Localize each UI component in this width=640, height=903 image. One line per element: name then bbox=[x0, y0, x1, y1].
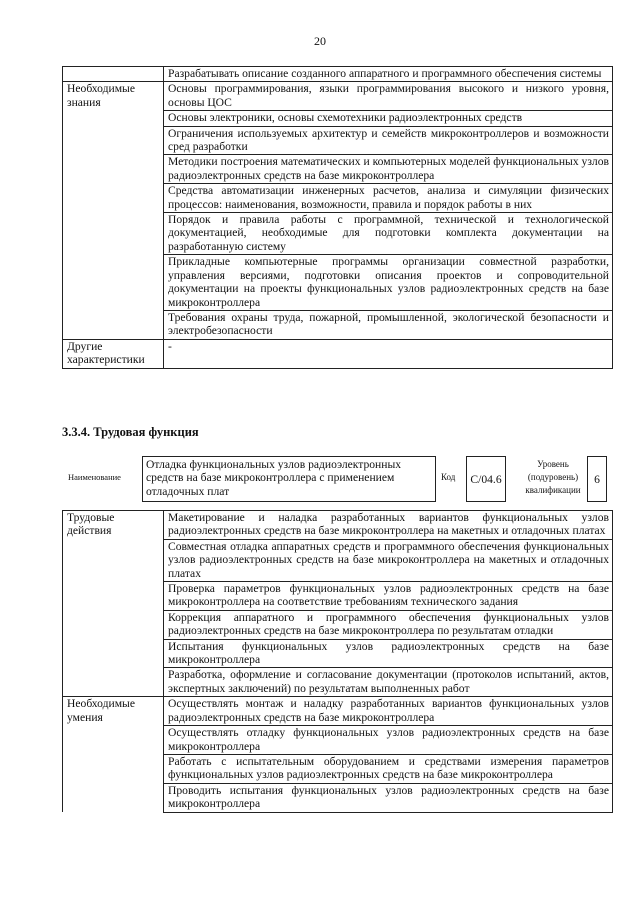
row-text: Прикладные компьютерные программы организации совместной разработки, управления версиями, подготовки описания проектов и сопроводительной документации на проекты функциональных узлов радиоэлектронных средств на базе микроконтроллера bbox=[164, 255, 613, 311]
table-row bbox=[63, 339, 613, 368]
row-text: Совместная отладка аппаратных средств и программного обеспечения функциональных узлов радиоэлектронных средств на базе микроконтроллера на макетных и отладочных платах bbox=[164, 539, 613, 581]
row-text: Основы электроники, основы схемотехники радиоэлектронных средств bbox=[164, 111, 613, 126]
row-text: Осуществлять монтаж и наладку разработанных вариантов функциональных узлов радиоэлектронных средств на базе микроконтроллера bbox=[164, 697, 613, 726]
table-row bbox=[63, 67, 613, 82]
name-label: Наименование bbox=[68, 472, 121, 482]
table-row bbox=[63, 697, 613, 726]
function-name: Отладка функциональных узлов радиоэлектронных средств на базе микроконтроллера с применением отладочных плат bbox=[142, 456, 436, 502]
page-number: 20 bbox=[314, 34, 326, 48]
row-text: Методики построения математических и компьютерных моделей функциональных узлов радиоэлектронных средств на базе микроконтроллера bbox=[164, 155, 613, 184]
row-text: Порядок и правила работы с программной, технической и технологической документацией, необходимые для подготовки комплекта документации на разработанную систему bbox=[164, 213, 613, 255]
row-label: Трудовые действия bbox=[63, 511, 164, 697]
labor-function-header bbox=[62, 456, 612, 502]
row-label: Необходимые умения bbox=[63, 697, 164, 812]
function-level: 6 bbox=[587, 456, 607, 502]
table-row bbox=[63, 511, 613, 540]
row-text: Макетирование и наладка разработанных вариантов функциональных узлов радиоэлектронных средств на базе микроконтроллера на макетных и отладочных платах bbox=[164, 511, 613, 540]
table-row bbox=[63, 82, 613, 111]
code-label: Код bbox=[441, 472, 456, 482]
row-text: Испытания функциональных узлов радиоэлектронных средств на базе микроконтроллера bbox=[164, 639, 613, 668]
row-text: Осуществлять отладку функциональных узлов радиоэлектронных средств на базе микроконтроллера bbox=[164, 726, 613, 755]
row-text: Основы программирования, языки программирования высокого и низкого уровня, основы ЦОС bbox=[164, 82, 613, 111]
knowledge-table bbox=[62, 66, 613, 369]
level-label: Уровень (подуровень) квалификации bbox=[525, 459, 581, 495]
row-label: Другие характеристики bbox=[63, 339, 164, 368]
row-label: Необходимые знания bbox=[63, 82, 164, 339]
row-text: Требования охраны труда, пожарной, промышленной, экологической безопасности и электробезопасности bbox=[164, 310, 613, 339]
section-title: 3.3.4. Трудовая функция bbox=[62, 425, 199, 439]
row-text: Разрабатывать описание созданного аппаратного и программного обеспечения системы bbox=[164, 67, 613, 82]
actions-table bbox=[62, 510, 613, 813]
row-text: Ограничения используемых архитектур и семейств микроконтроллеров и возможности сред разработки bbox=[164, 126, 613, 155]
row-text: Работать с испытательным оборудованием и средствами измерения параметров функциональных узлов радиоэлектронных средств на базе микроконтроллера bbox=[164, 754, 613, 783]
row-text: Проводить испытания функциональных узлов радиоэлектронных средств на базе микроконтроллера bbox=[164, 783, 613, 812]
row-text: - bbox=[164, 339, 613, 368]
row-text: Средства автоматизации инженерных расчетов, анализа и симуляции физических процессов: наименования, возможности, правила и порядок работы в них bbox=[164, 184, 613, 213]
function-code: С/04.6 bbox=[466, 456, 506, 502]
row-text: Разработка, оформление и согласование документации (протоколов испытаний, актов, экспертных заключений) по результатам выполненных работ bbox=[164, 668, 613, 697]
row-text: Коррекция аппаратного и программного обеспечения функциональных узлов радиоэлектронных средств на базе микроконтроллера по результатам отладки bbox=[164, 610, 613, 639]
row-label bbox=[63, 67, 164, 82]
row-text: Проверка параметров функциональных узлов радиоэлектронных средств на базе микроконтроллера на соответствие требованиям технического задания bbox=[164, 582, 613, 611]
